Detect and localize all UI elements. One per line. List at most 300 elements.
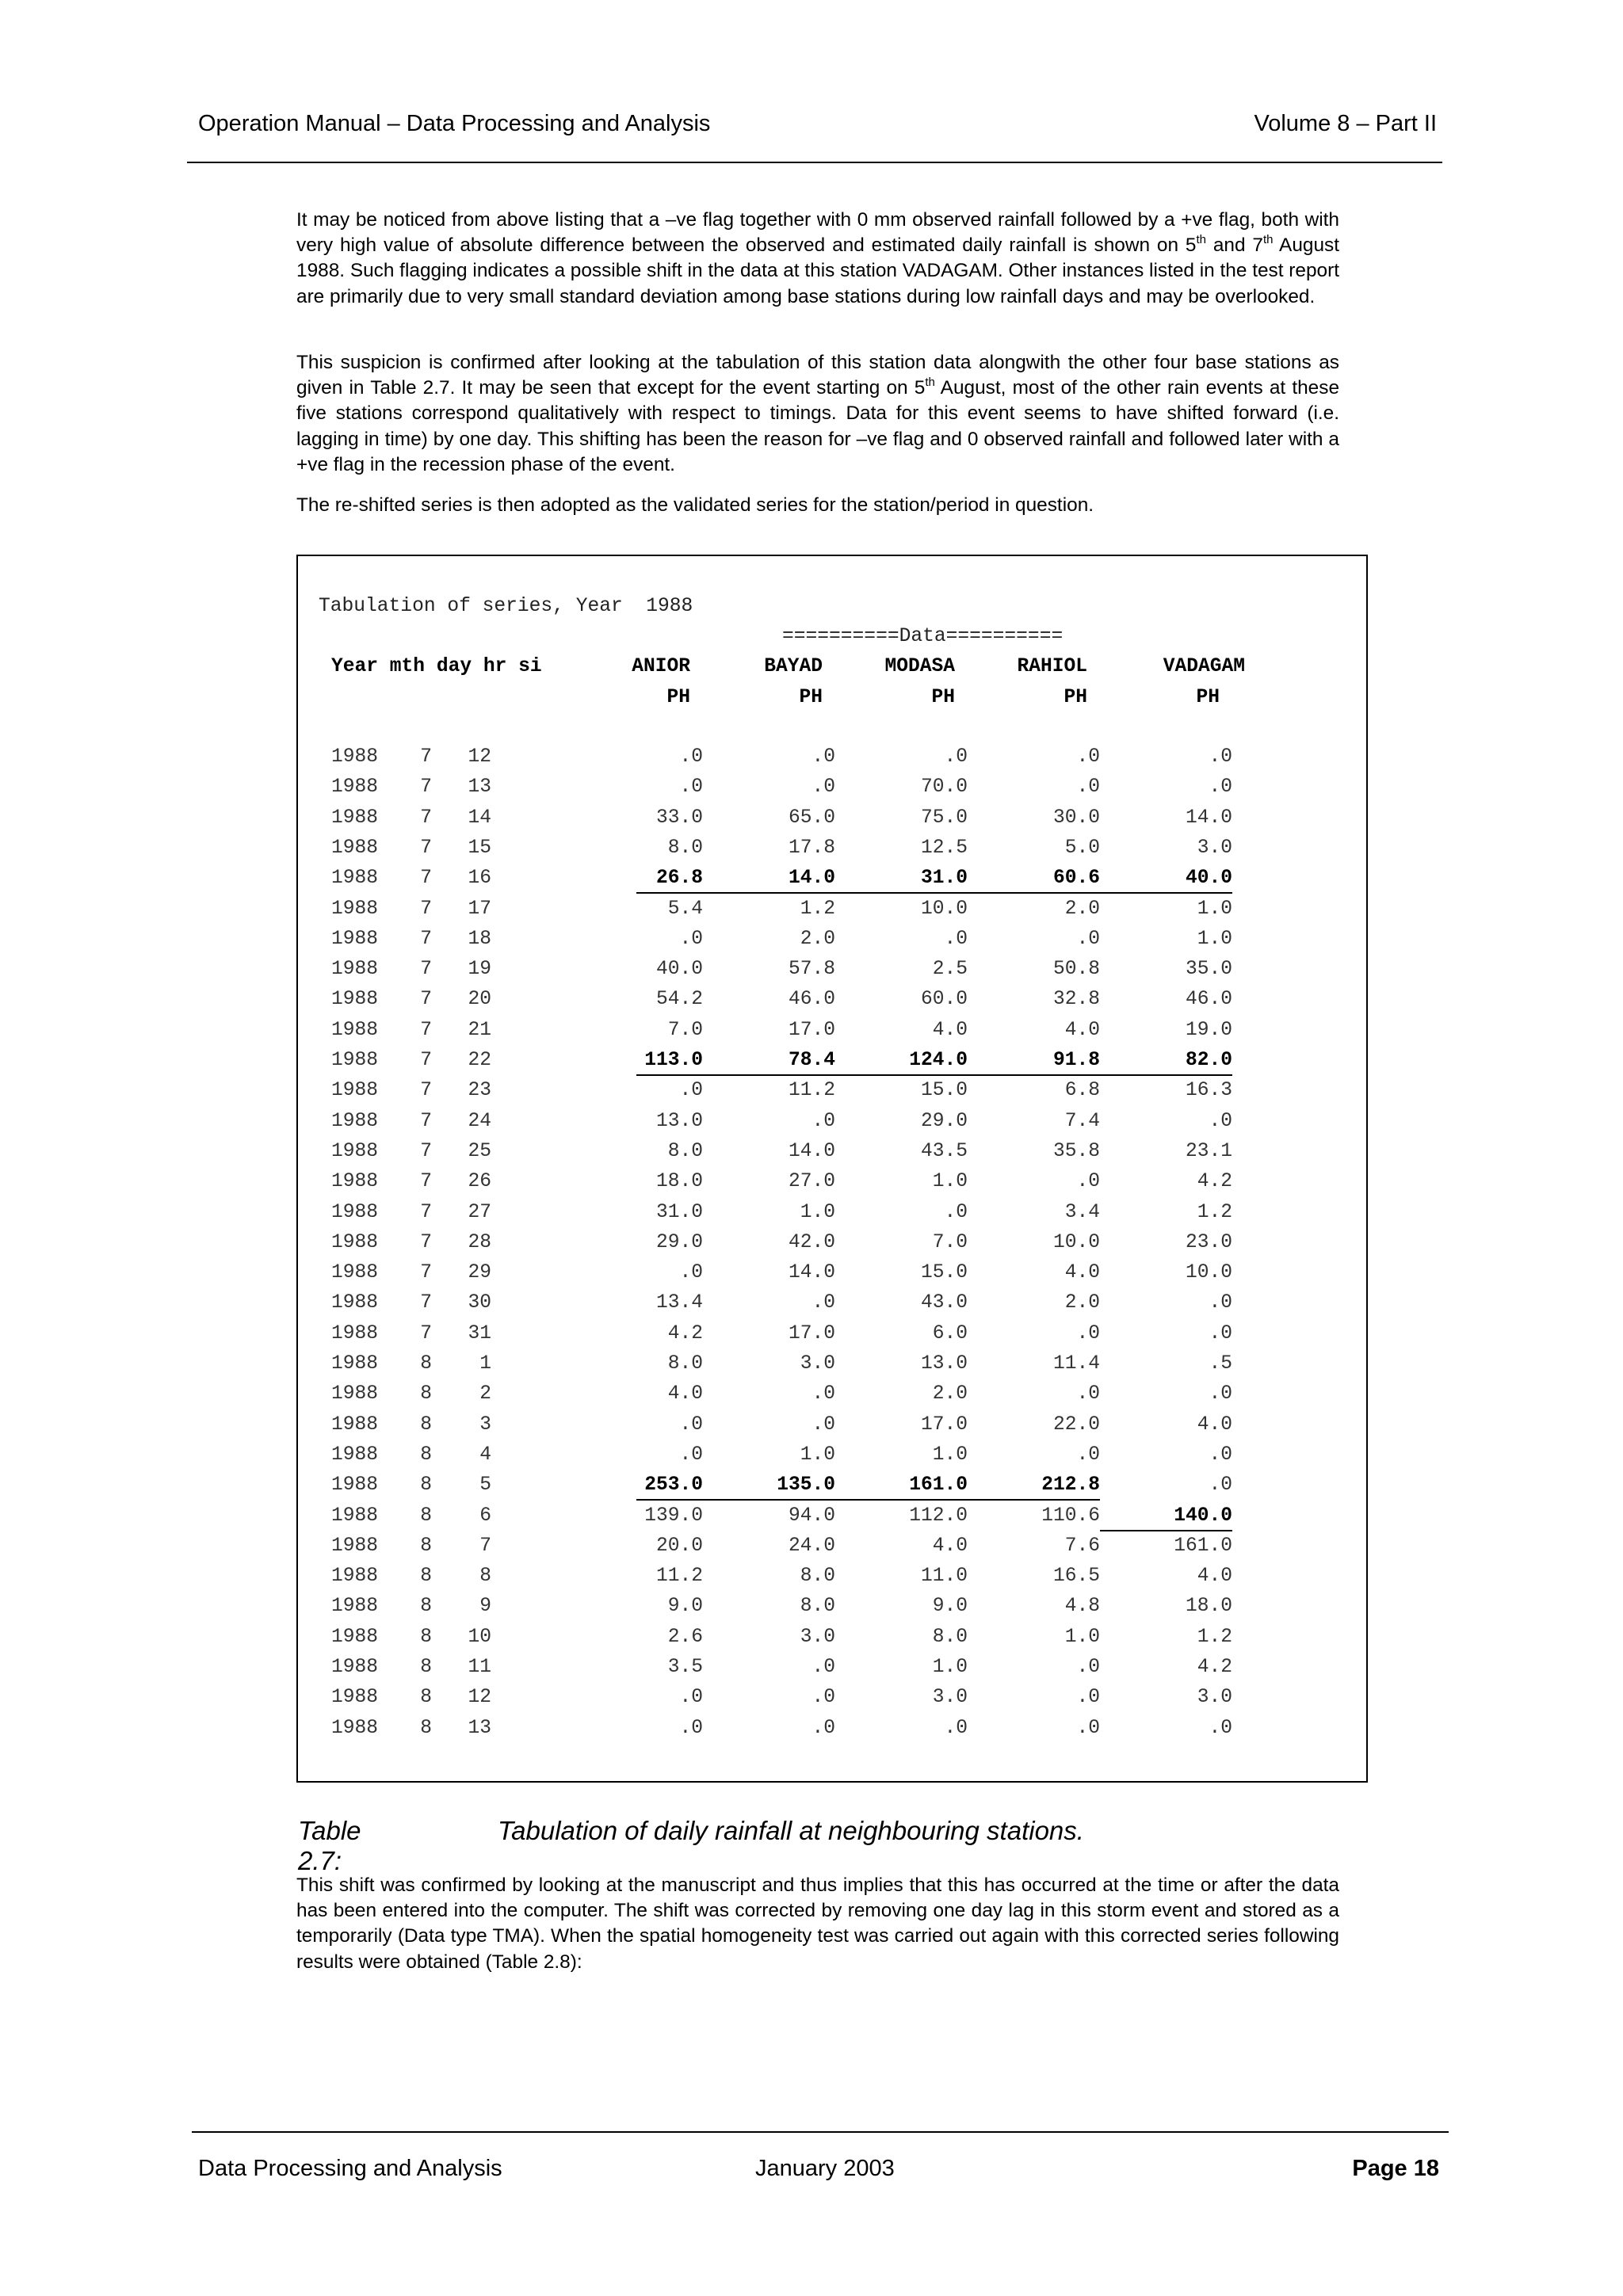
highlight-underline	[835, 892, 968, 894]
cell-day: 24	[468, 1110, 491, 1132]
cell-value: 26.8	[655, 868, 703, 890]
cell-value: 3.4	[1064, 1201, 1100, 1223]
cell-value: 43.5	[920, 1140, 968, 1162]
cell-month: 7	[420, 1231, 432, 1253]
cell-value: 1.0	[932, 1171, 968, 1193]
cell-value: 82.0	[1185, 1050, 1232, 1071]
cell-month: 7	[420, 1110, 432, 1132]
cell-day: 12	[468, 746, 491, 768]
cell-value: 3.0	[800, 1353, 835, 1375]
cell-value: 11.2	[788, 1080, 835, 1102]
cell-month: 7	[420, 776, 432, 799]
cell-year: 1988	[331, 837, 379, 859]
cell-value: 40.0	[655, 959, 703, 981]
cell-value: 10.0	[1185, 1262, 1232, 1284]
cell-value: 5.4	[667, 898, 703, 920]
cell-day: 1	[479, 1353, 491, 1375]
cell-value: .0	[1209, 1474, 1232, 1497]
col-header-anior: ANIOR	[632, 656, 690, 677]
col-header-date: Year mth day hr si	[331, 656, 542, 677]
cell-value: .0	[1076, 1657, 1100, 1678]
cell-day: 13	[468, 776, 491, 799]
cell-value: .0	[812, 1717, 835, 1739]
table-row	[298, 1111, 1366, 1141]
highlight-underline	[968, 892, 1100, 894]
cell-value: 60.0	[920, 989, 968, 1011]
header-right: Volume 8 – Part II	[1254, 111, 1437, 136]
cell-value: .0	[1076, 746, 1100, 768]
cell-value: .0	[679, 1080, 703, 1102]
cell-month: 7	[420, 1322, 432, 1344]
cell-year: 1988	[331, 1050, 379, 1071]
col-header-vadagam: VADAGAM	[1163, 656, 1245, 677]
table-row	[298, 807, 1366, 837]
cell-value: 1.2	[1197, 1201, 1232, 1223]
unit-bayad: PH	[799, 687, 823, 708]
cell-value: .0	[944, 1201, 968, 1223]
cell-value: .0	[1076, 1717, 1100, 1739]
cell-value: .0	[944, 928, 968, 950]
cell-value: 14.0	[788, 868, 835, 890]
table-row	[298, 959, 1366, 989]
cell-month: 8	[420, 1505, 432, 1527]
cell-value: 3.0	[1197, 837, 1232, 859]
cell-value: .0	[679, 928, 703, 950]
cell-value: 1.0	[1197, 898, 1232, 920]
cell-value: .0	[812, 776, 835, 799]
cell-day: 8	[479, 1566, 491, 1588]
cell-day: 13	[468, 1717, 491, 1739]
cell-value: 20.0	[655, 1535, 703, 1557]
cell-year: 1988	[331, 1171, 379, 1193]
cell-value: .0	[812, 1657, 835, 1678]
cell-value: 4.2	[1197, 1171, 1232, 1193]
cell-month: 7	[420, 807, 432, 829]
cell-year: 1988	[331, 1292, 379, 1314]
cell-value: .0	[1209, 1292, 1232, 1314]
cell-value: .0	[1076, 928, 1100, 950]
cell-year: 1988	[331, 1474, 379, 1497]
cell-value: .0	[679, 1687, 703, 1709]
cell-month: 8	[420, 1353, 432, 1375]
cell-year: 1988	[331, 1383, 379, 1405]
cell-value: 11.2	[655, 1566, 703, 1588]
cell-value: .0	[1076, 1171, 1100, 1193]
cell-value: 13.4	[655, 1292, 703, 1314]
table-row	[298, 1020, 1366, 1050]
cell-value: 91.8	[1052, 1050, 1100, 1071]
table-row	[298, 1171, 1366, 1201]
cell-value: 4.0	[932, 1535, 968, 1557]
unit-rahiol: PH	[1064, 687, 1087, 708]
cell-value: 9.0	[932, 1596, 968, 1618]
cell-value: 33.0	[655, 807, 703, 829]
cell-day: 31	[468, 1322, 491, 1344]
cell-value: 17.8	[788, 837, 835, 859]
cell-value: 6.8	[1064, 1080, 1100, 1102]
cell-day: 9	[479, 1596, 491, 1618]
cell-value: 46.0	[788, 989, 835, 1011]
cell-value: 7.6	[1064, 1535, 1100, 1557]
cell-value: 54.2	[655, 989, 703, 1011]
cell-month: 7	[420, 1140, 432, 1162]
cell-day: 28	[468, 1231, 491, 1253]
cell-value: 4.0	[1197, 1566, 1232, 1588]
highlight-underline	[703, 1499, 835, 1501]
cell-year: 1988	[331, 989, 379, 1011]
cell-month: 8	[420, 1626, 432, 1648]
cell-value: 2.0	[1064, 898, 1100, 920]
cell-day: 18	[468, 928, 491, 950]
cell-day: 20	[468, 989, 491, 1011]
cell-month: 7	[420, 1080, 432, 1102]
cell-value: 78.4	[788, 1050, 835, 1071]
col-header-bayad: BAYAD	[764, 656, 823, 677]
footer-page-number: Page 18	[1352, 2156, 1439, 2181]
cell-value: 2.5	[932, 959, 968, 981]
cell-day: 25	[468, 1140, 491, 1162]
cell-value: .0	[679, 1413, 703, 1436]
cell-month: 7	[420, 1050, 432, 1071]
table-row	[298, 1444, 1366, 1474]
table-row	[298, 1353, 1366, 1383]
cell-value: .0	[1209, 1322, 1232, 1344]
cell-month: 7	[420, 928, 432, 950]
cell-year: 1988	[331, 1687, 379, 1709]
cell-year: 1988	[331, 1353, 379, 1375]
cell-month: 8	[420, 1657, 432, 1678]
cell-month: 8	[420, 1383, 432, 1405]
cell-value: 110.6	[1041, 1505, 1100, 1527]
cell-day: 2	[479, 1383, 491, 1405]
cell-month: 7	[420, 746, 432, 768]
cell-month: 7	[420, 1019, 432, 1041]
cell-day: 6	[479, 1505, 491, 1527]
cell-year: 1988	[331, 1201, 379, 1223]
cell-month: 8	[420, 1535, 432, 1557]
footer-center: January 2003	[755, 2156, 895, 2181]
cell-year: 1988	[331, 1413, 379, 1436]
cell-value: 2.0	[800, 928, 835, 950]
cell-value: 23.0	[1185, 1231, 1232, 1253]
cell-month: 7	[420, 1292, 432, 1314]
table-row	[298, 1566, 1366, 1596]
cell-month: 7	[420, 1262, 432, 1284]
header-rule	[187, 162, 1442, 163]
cell-year: 1988	[331, 928, 379, 950]
cell-day: 27	[468, 1201, 491, 1223]
tabulation-box	[296, 555, 1368, 1783]
cell-value: 5.0	[1064, 837, 1100, 859]
cell-day: 3	[479, 1413, 491, 1436]
cell-value: 13.0	[655, 1110, 703, 1132]
cell-value: .0	[812, 1687, 835, 1709]
table-row	[298, 1262, 1366, 1292]
cell-day: 16	[468, 868, 491, 890]
cell-day: 21	[468, 1019, 491, 1041]
unit-anior: PH	[666, 687, 690, 708]
cell-year: 1988	[331, 1322, 379, 1344]
cell-month: 8	[420, 1566, 432, 1588]
cell-value: 42.0	[788, 1231, 835, 1253]
cell-value: 18.0	[655, 1171, 703, 1193]
cell-value: 29.0	[655, 1231, 703, 1253]
paragraph-3: The re-shifted series is then adopted as the validated series for the station/period in question.	[296, 494, 1094, 516]
highlight-underline	[636, 892, 703, 894]
cell-value: 35.0	[1185, 959, 1232, 981]
cell-value: 1.2	[800, 898, 835, 920]
cell-value: .0	[1209, 1383, 1232, 1405]
page-header	[197, 111, 1437, 143]
cell-value: .0	[812, 746, 835, 768]
table-row	[298, 1202, 1366, 1232]
cell-year: 1988	[331, 1535, 379, 1557]
table-row	[298, 1596, 1366, 1626]
cell-value: 4.8	[1064, 1596, 1100, 1618]
table-row	[298, 1323, 1366, 1353]
cell-value: 30.0	[1052, 807, 1100, 829]
cell-value: 212.8	[1041, 1474, 1100, 1497]
cell-value: .0	[1076, 1322, 1100, 1344]
cell-month: 8	[420, 1717, 432, 1739]
cell-year: 1988	[331, 1505, 379, 1527]
cell-value: 11.4	[1052, 1353, 1100, 1375]
cell-day: 14	[468, 807, 491, 829]
highlight-underline	[968, 1499, 1100, 1501]
cell-value: 11.0	[920, 1566, 968, 1588]
highlight-underline	[703, 892, 835, 894]
cell-value: .0	[679, 1444, 703, 1466]
cell-day: 15	[468, 837, 491, 859]
cell-day: 5	[479, 1474, 491, 1497]
cell-value: 3.0	[932, 1687, 968, 1709]
table-row	[298, 746, 1366, 776]
cell-value: 4.0	[1064, 1019, 1100, 1041]
cell-year: 1988	[331, 1626, 379, 1648]
cell-value: 161.0	[909, 1474, 968, 1497]
rainfall-table	[298, 556, 1366, 1781]
table-row	[298, 1080, 1366, 1110]
highlight-underline	[636, 1499, 703, 1501]
table-row	[298, 1383, 1366, 1413]
cell-year: 1988	[331, 1566, 379, 1588]
cell-value: 46.0	[1185, 989, 1232, 1011]
table-row	[298, 989, 1366, 1019]
cell-month: 7	[420, 959, 432, 981]
cell-value: .0	[1076, 1687, 1100, 1709]
cell-value: 18.0	[1185, 1596, 1232, 1618]
cell-value: 1.0	[932, 1444, 968, 1466]
cell-year: 1988	[331, 776, 379, 799]
table-title: Tabulation of series, Year 1988	[319, 596, 693, 617]
cell-value: 3.5	[667, 1657, 703, 1678]
table-row	[298, 1718, 1366, 1748]
cell-value: .0	[1209, 1717, 1232, 1739]
cell-value: 4.0	[667, 1383, 703, 1405]
cell-month: 8	[420, 1687, 432, 1709]
cell-year: 1988	[331, 1140, 379, 1162]
cell-value: 31.0	[655, 1201, 703, 1223]
cell-value: 253.0	[644, 1474, 703, 1497]
unit-vadagam: PH	[1196, 687, 1220, 708]
cell-value: 4.0	[1064, 1262, 1100, 1284]
cell-month: 8	[420, 1596, 432, 1618]
highlight-underline	[1100, 1530, 1232, 1531]
cell-month: 7	[420, 1171, 432, 1193]
table-row	[298, 929, 1366, 959]
paragraph-2: This suspicion is confirmed after looking at the tabulation of this station data alongwith the other four base stations as given in Table 2.7. It may be seen that except for the event starting on 5th August, most of the other rain events at these five stations correspond qualitatively with respect to timings. Data for this event seems to have shifted forward (i.e. lagging in time) by one day. This shifting has been the reason for –ve flag and 0 observed rainfall and followed later with a +ve flag in the recession phase of the event.	[296, 352, 1340, 475]
cell-value: .0	[1209, 1110, 1232, 1132]
footer-rule	[192, 2131, 1449, 2133]
cell-value: 112.0	[909, 1505, 968, 1527]
cell-day: 11	[468, 1657, 491, 1678]
highlight-underline	[835, 1074, 968, 1076]
cell-year: 1988	[331, 959, 379, 981]
cell-value: 8.0	[667, 1140, 703, 1162]
cell-value: 10.0	[920, 898, 968, 920]
cell-value: 135.0	[777, 1474, 835, 1497]
cell-value: .0	[679, 776, 703, 799]
table-row	[298, 837, 1366, 868]
table-row	[298, 1141, 1366, 1171]
cell-value: 75.0	[920, 807, 968, 829]
cell-value: .0	[944, 1717, 968, 1739]
cell-value: 13.0	[920, 1353, 968, 1375]
cell-value: .0	[1209, 746, 1232, 768]
cell-month: 7	[420, 1201, 432, 1223]
cell-value: .0	[679, 1717, 703, 1739]
cell-value: 9.0	[667, 1596, 703, 1618]
cell-value: 10.0	[1052, 1231, 1100, 1253]
cell-year: 1988	[331, 807, 379, 829]
cell-value: 2.6	[667, 1626, 703, 1648]
cell-value: 140.0	[1174, 1505, 1232, 1527]
cell-value: 15.0	[920, 1080, 968, 1102]
cell-value: 4.0	[1197, 1413, 1232, 1436]
cell-value: 2.0	[932, 1383, 968, 1405]
cell-value: 29.0	[920, 1110, 968, 1132]
cell-value: 8.0	[800, 1596, 835, 1618]
highlight-underline	[968, 1074, 1100, 1076]
highlight-underline	[1100, 892, 1232, 894]
cell-year: 1988	[331, 1231, 379, 1253]
cell-month: 8	[420, 1413, 432, 1436]
cell-value: .0	[679, 746, 703, 768]
table-row	[298, 898, 1366, 929]
table-row	[298, 1627, 1366, 1657]
cell-value: 60.6	[1052, 868, 1100, 890]
cell-value: .0	[1076, 1444, 1100, 1466]
footer-left: Data Processing and Analysis	[198, 2156, 502, 2181]
cell-day: 7	[479, 1535, 491, 1557]
cell-year: 1988	[331, 1717, 379, 1739]
table-row	[298, 1232, 1366, 1262]
cell-value: 27.0	[788, 1171, 835, 1193]
unit-modasa: PH	[931, 687, 955, 708]
cell-year: 1988	[331, 1262, 379, 1284]
cell-day: 29	[468, 1262, 491, 1284]
col-header-rahiol: RAHIOL	[1017, 656, 1087, 677]
highlight-underline	[703, 1074, 835, 1076]
highlight-underline	[1100, 1074, 1232, 1076]
cell-value: 4.2	[667, 1322, 703, 1344]
cell-month: 8	[420, 1444, 432, 1466]
cell-value: 124.0	[909, 1050, 968, 1071]
paragraph-1: It may be noticed from above listing that a –ve flag together with 0 mm observed rainfall followed by a +ve flag, both with very high value of absolute difference between the observed and estimated daily rainfall is shown on 5th and 7th August 1988. Such flagging indicates a possible shift in the data at this station VADAGAM. Other instances listed in the test report are primarily due to very small standard deviation among base stations during low rainfall days and may be overlooked.	[296, 209, 1340, 307]
table-row	[298, 1535, 1366, 1566]
caption-number: Table 2.7:	[298, 1816, 361, 1875]
cell-month: 7	[420, 837, 432, 859]
cell-value: 14.0	[788, 1140, 835, 1162]
cell-value: 8.0	[667, 1353, 703, 1375]
cell-year: 1988	[331, 746, 379, 768]
cell-month: 8	[420, 1474, 432, 1497]
cell-value: 3.0	[800, 1626, 835, 1648]
cell-value: 65.0	[788, 807, 835, 829]
cell-year: 1988	[331, 1110, 379, 1132]
cell-value: 70.0	[920, 776, 968, 799]
cell-value: 43.0	[920, 1292, 968, 1314]
cell-value: 31.0	[920, 868, 968, 890]
cell-value: 8.0	[800, 1566, 835, 1588]
cell-value: 24.0	[788, 1535, 835, 1557]
cell-month: 7	[420, 898, 432, 920]
cell-year: 1988	[331, 1019, 379, 1041]
cell-value: 14.0	[788, 1262, 835, 1284]
cell-value: 1.0	[932, 1657, 968, 1678]
cell-value: .0	[1209, 1444, 1232, 1466]
cell-value: 57.8	[788, 959, 835, 981]
cell-value: .5	[1209, 1353, 1232, 1375]
table-row	[298, 776, 1366, 807]
table-row	[298, 1657, 1366, 1687]
cell-value: .0	[812, 1383, 835, 1405]
cell-value: 1.2	[1197, 1626, 1232, 1648]
cell-day: 23	[468, 1080, 491, 1102]
cell-value: .0	[1209, 776, 1232, 799]
cell-day: 30	[468, 1292, 491, 1314]
cell-value: .0	[812, 1110, 835, 1132]
cell-day: 19	[468, 959, 491, 981]
highlight-underline	[636, 1074, 703, 1076]
cell-value: .0	[812, 1413, 835, 1436]
cell-value: 12.5	[920, 837, 968, 859]
cell-value: 4.2	[1197, 1657, 1232, 1678]
cell-year: 1988	[331, 1080, 379, 1102]
cell-value: 17.0	[920, 1413, 968, 1436]
cell-value: 113.0	[644, 1050, 703, 1071]
cell-year: 1988	[331, 898, 379, 920]
cell-year: 1988	[331, 868, 379, 890]
cell-value: 1.0	[1064, 1626, 1100, 1648]
cell-value: 2.0	[1064, 1292, 1100, 1314]
cell-value: 4.0	[932, 1019, 968, 1041]
table-row	[298, 1414, 1366, 1444]
cell-value: 7.4	[1064, 1110, 1100, 1132]
cell-value: 35.8	[1052, 1140, 1100, 1162]
cell-value: 6.0	[932, 1322, 968, 1344]
table-row	[298, 1687, 1366, 1717]
cell-value: 15.0	[920, 1262, 968, 1284]
cell-value: 40.0	[1185, 868, 1232, 890]
cell-value: 139.0	[644, 1505, 703, 1527]
paragraph-4: This shift was confirmed by looking at the manuscript and thus implies that this has occurred at the time or after the data has been entered into the computer. The shift was corrected by removing one day lag in this storm event and stored as a temporarily (Data type TMA). When the spatial homogeneity test was carried out again with this corrected series following results were obtained (Table 2.8):	[296, 1875, 1339, 1973]
cell-value: .0	[1076, 1383, 1100, 1405]
cell-day: 17	[468, 898, 491, 920]
cell-value: 7.0	[932, 1231, 968, 1253]
cell-year: 1988	[331, 1657, 379, 1678]
cell-day: 10	[468, 1626, 491, 1648]
